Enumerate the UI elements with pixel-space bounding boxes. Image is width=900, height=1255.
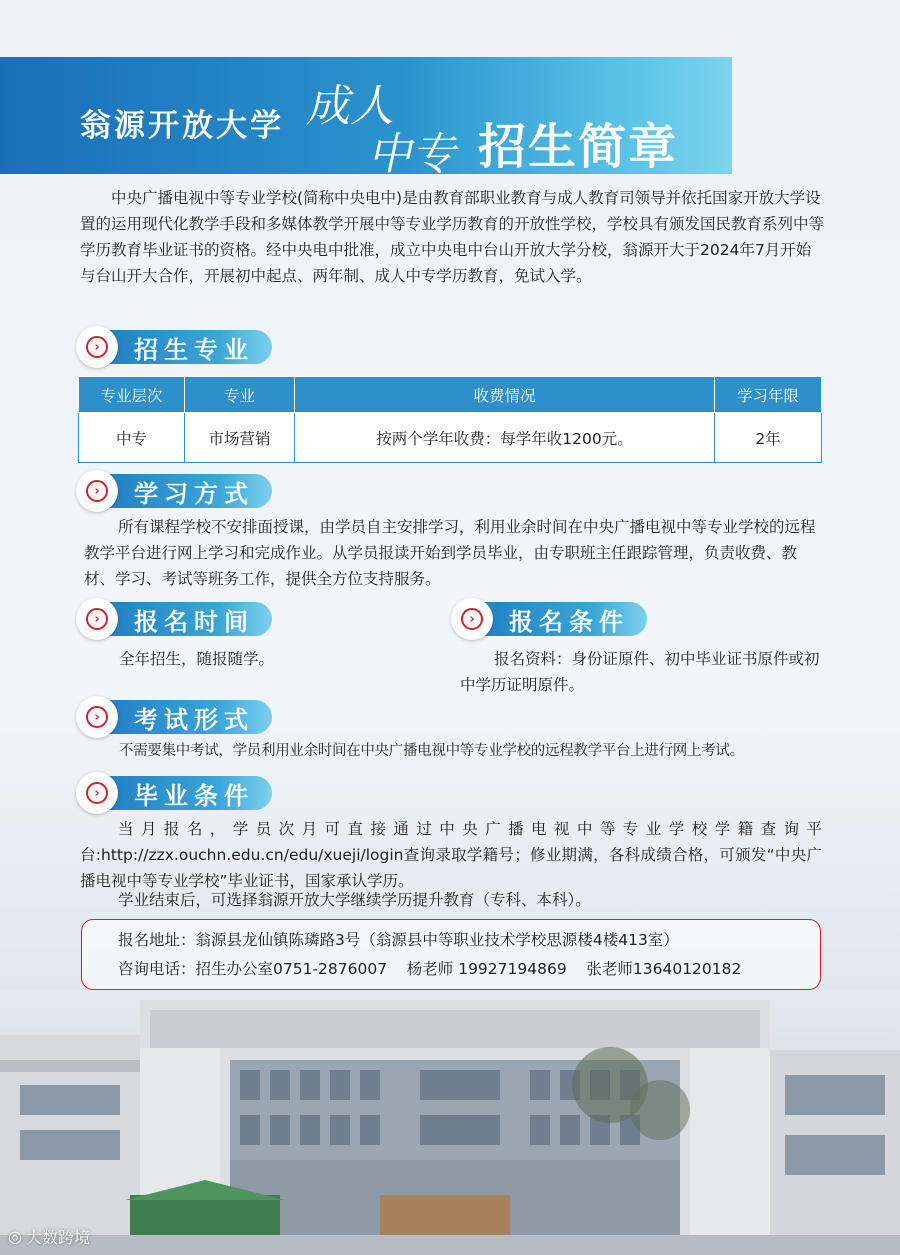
section-study: [76, 472, 272, 510]
contact-address: 报名地址：翁源县龙仙镇陈璘路3号（翁源县中等职业技术学校思源楼4楼413室）: [118, 931, 679, 949]
arrow-circle-icon: ›: [451, 598, 493, 640]
conditions-paragraph: 报名资料：身份证原件、初中毕业证书原件或初中学历证明原件。: [460, 650, 820, 694]
arrow-circle-icon: ›: [76, 696, 118, 738]
table-cell: 按两个学年收费：每学年收1200元。: [295, 413, 715, 463]
table-cell: 2年: [715, 413, 822, 463]
watermark: [8, 1225, 90, 1248]
section-time: [76, 600, 272, 638]
table-cell: 市场营销: [185, 413, 295, 463]
table-header: 专业: [185, 377, 295, 413]
time-paragraph: 全年招生，随报随学。: [119, 650, 275, 668]
study-paragraph: 所有课程学校不安排面授课，由学员自主安排学习，利用业余时间在中央广播电视中等专业学校的远程教学平台进行网上学习和完成作业。从学员报读开始到学员毕业，由专职班主任跟踪管理，负责收费、教材、学习、考试等班务工作，提供全方位支持服务。: [84, 518, 816, 588]
arrow-circle-icon: ›: [76, 772, 118, 814]
table-header: 收费情况: [295, 377, 715, 413]
graduation-paragraph: 当月报名，学员次月可直接通过中央广播电视中等专业学校学籍查询平台:http://zzx.ouchn.edu.cn/edu/xueji/login查询录取学籍号；修业期满，各科成绩合格，可颁发“中央广播电视中等专业学校”毕业证书，国家承认学历。: [80, 820, 822, 890]
section-majors: [76, 328, 272, 366]
exam-paragraph: 不需要集中考试，学员利用业余时间在中央广播电视中等专业学校的远程教学平台上进行网上考试。: [119, 743, 744, 759]
table-row: [79, 413, 822, 463]
further-study-paragraph: 学业结束后，可选择翁源开放大学继续学历提升教育（专科、本科）。: [118, 891, 591, 909]
arrow-circle-icon: ›: [76, 470, 118, 512]
section-exam-label: 考试形式: [134, 705, 254, 734]
arrow-circle-icon: ›: [76, 598, 118, 640]
table-header-row: [79, 377, 822, 413]
fee-table: [78, 376, 822, 463]
logo-icon: ◎: [8, 1227, 22, 1246]
section-majors-label: 招生专业: [134, 335, 254, 364]
contact-phone: 咨询电话：招生办公室0751-2876007 杨老师 19927194869 张老师13640120182: [118, 960, 742, 978]
table-header: 学习年限: [715, 377, 822, 413]
arrow-circle-icon: ›: [76, 326, 118, 368]
page-title: 翁源开放大学: [80, 108, 284, 144]
section-exam: [76, 698, 272, 736]
title-script-secondary: 中专: [365, 129, 465, 180]
section-conditions-label: 报名条件: [509, 607, 629, 636]
title-script-adult: 成人: [303, 81, 403, 132]
page-subtitle: 招生简章: [478, 119, 679, 175]
intro-paragraph: 中央广播电视中等专业学校(简称中央电中)是由教育部职业教育与成人教育司领导并依托国家开放大学设置的运用现代化教学手段和多媒体教学开展中等专业学历教育的开放性学校，学校具有颁发国民教育系列中等学历教育毕业证书的资格。经中央电中批准，成立中央电中台山开放大学分校，翁源开大于2024年7月开始与台山开大合作，开展初中起点、两年制、成人中专学历教育，免试入学。: [80, 189, 825, 285]
section-graduation: [76, 774, 272, 812]
watermark-text: 大数跨境: [25, 1228, 90, 1247]
contact-box: [81, 919, 821, 990]
table-header: 专业层次: [79, 377, 185, 413]
school-building-image: [0, 990, 900, 1255]
section-study-label: 学习方式: [134, 479, 254, 508]
section-conditions: [451, 600, 647, 638]
table-cell: 中专: [79, 413, 185, 463]
section-graduation-label: 毕业条件: [134, 781, 254, 810]
section-time-label: 报名时间: [134, 607, 254, 636]
